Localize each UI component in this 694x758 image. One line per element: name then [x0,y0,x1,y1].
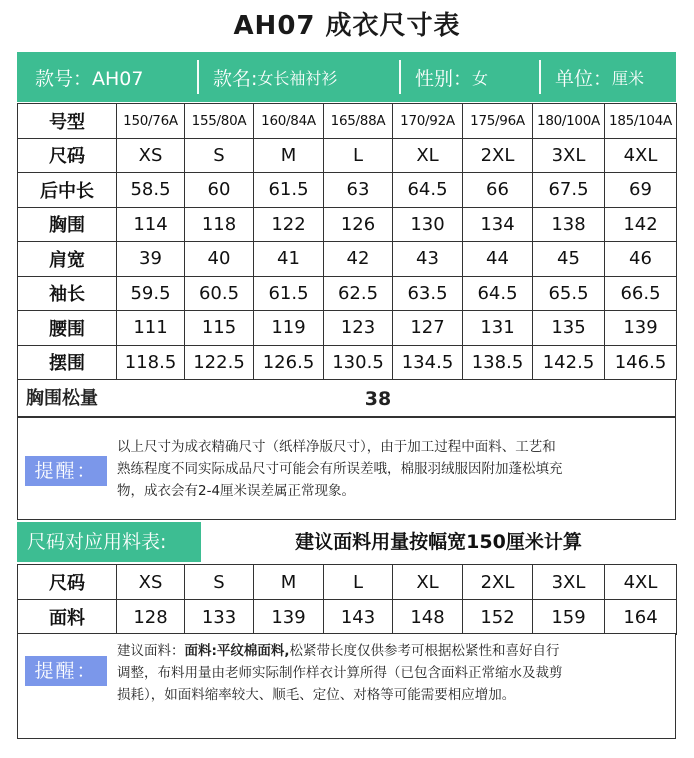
table-cell: 139 [605,311,677,346]
table-cell: 126 [324,207,393,242]
unit-label: 单位： [555,67,613,90]
table-cell: 61.5 [254,276,324,311]
table-cell: 66.5 [605,276,677,311]
table-cell: L [324,138,393,173]
table-cell: S [185,138,254,173]
table-cell: M [254,138,324,173]
row-header: 胸围 [18,207,117,242]
table-cell: 159 [533,600,605,635]
fabric-suggest-prefix: 建议面料： [117,643,185,659]
table-cell: 146.5 [605,345,677,380]
table-row [18,565,677,600]
unit [541,52,676,102]
reminder-text [117,436,563,502]
table-cell: 3XL [533,565,605,600]
row-header: 尺码 [18,565,117,600]
reminder-badge: 提醒： [25,456,107,486]
table-cell: 42 [324,242,393,277]
table-cell: 115 [185,311,254,346]
fabric-width-note: 建议面料用量按幅宽150厘米计算 [295,531,582,553]
style-name-label: 款名: [213,67,258,90]
header-divider [539,60,541,94]
header-bar [17,52,676,102]
table-row [18,138,677,173]
table-cell: 44 [463,242,533,277]
reminder-text [117,640,563,706]
table-cell: 114 [117,207,185,242]
table-row [18,104,677,139]
table-cell: 66 [463,173,533,208]
table-cell: 130.5 [324,345,393,380]
table-cell: 148 [393,600,463,635]
table-cell: 138.5 [463,345,533,380]
table-cell: M [254,565,324,600]
style-name [199,52,399,102]
table-row [18,276,677,311]
table-cell: XS [117,565,185,600]
table-cell: 138 [533,207,605,242]
style-number: 款号：AH07 [35,67,144,90]
table-cell: 123 [324,311,393,346]
row-header: 面料 [18,600,117,635]
table-row [18,242,677,277]
gender-value: 女 [472,68,489,88]
reminder-line: 以上尺寸为成衣精确尺寸（纸样净版尺寸），由于加工过程中面料、工艺和 [117,439,556,455]
table-cell: 63 [324,173,393,208]
reminder-line: 调整，布料用量由老师实际制作样衣计算所得（已包含面料正常缩水及裁剪 [117,665,563,681]
fabric-table [17,564,677,635]
table-cell: 130 [393,207,463,242]
row-header: 尺码 [18,138,117,173]
table-cell: 170/92A [393,104,463,139]
table-cell: 127 [393,311,463,346]
chest-ease-value: 38 [364,388,392,410]
table-cell: 131 [463,311,533,346]
table-row [18,207,677,242]
table-cell: S [185,565,254,600]
table-cell: 41 [254,242,324,277]
fabric-suggest-bold: 面料:平纹棉面料, [184,643,290,659]
fabric-section-title: 尺码对应用料表: [17,522,201,562]
table-cell: 119 [254,311,324,346]
table-cell: 150/76A [117,104,185,139]
table-cell: 45 [533,242,605,277]
table-cell: L [324,565,393,600]
table-cell: 164 [605,600,677,635]
table-row [18,345,677,380]
table-cell: 142.5 [533,345,605,380]
reminder-badge: 提醒： [25,656,107,686]
header-divider [399,60,401,94]
table-cell: 64.5 [463,276,533,311]
table-cell: 185/104A [605,104,677,139]
table-cell: 4XL [605,138,677,173]
table-cell: 59.5 [117,276,185,311]
gender-label: 性别： [415,67,473,90]
table-cell: 62.5 [324,276,393,311]
table-cell: 155/80A [185,104,254,139]
size-table [17,103,677,380]
table-cell: 133 [185,600,254,635]
table-cell: 118 [185,207,254,242]
reminder-line: 物，成衣会有2-4厘米误差属正常现象。 [117,483,356,499]
table-cell: 118.5 [117,345,185,380]
table-cell: 2XL [463,565,533,600]
style-name-value: 女长袖衬衫 [257,68,338,88]
table-cell: 122.5 [185,345,254,380]
table-cell: 39 [117,242,185,277]
row-header: 摆围 [18,345,117,380]
table-row [18,311,677,346]
table-cell: 165/88A [324,104,393,139]
gender [401,52,539,102]
chest-ease-row [17,379,676,417]
table-cell: 60.5 [185,276,254,311]
chest-ease-label: 胸围松量 [26,388,98,409]
row-header: 肩宽 [18,242,117,277]
row-header: 腰围 [18,311,117,346]
table-cell: 46 [605,242,677,277]
table-cell: 4XL [605,565,677,600]
table-cell: 122 [254,207,324,242]
reminder-line [117,640,563,662]
page-title: AH07 成衣尺寸表 [233,11,461,41]
table-cell: XL [393,138,463,173]
table-cell: 43 [393,242,463,277]
reminder-box-1 [17,417,676,520]
table-cell: XS [117,138,185,173]
table-row [18,173,677,208]
reminder-line: 熟练程度不同实际成品尺寸可能会有所误差哦，棉服羽绒服因附加蓬松填充 [117,461,563,477]
unit-value: 厘米 [612,68,645,88]
table-cell: 3XL [533,138,605,173]
table-cell: 67.5 [533,173,605,208]
table-row [18,600,677,635]
table-cell: 134 [463,207,533,242]
table-cell: 139 [254,600,324,635]
table-cell: 69 [605,173,677,208]
table-cell: 40 [185,242,254,277]
reminder-line: 损耗），如面料缩率较大、顺毛、定位、对格等可能需要相应增加。 [117,687,516,703]
table-cell: 134.5 [393,345,463,380]
reminder-box-2 [17,633,676,739]
table-cell: 180/100A [533,104,605,139]
table-cell: 58.5 [117,173,185,208]
table-cell: 152 [463,600,533,635]
table-cell: 2XL [463,138,533,173]
table-cell: 65.5 [533,276,605,311]
table-cell: 61.5 [254,173,324,208]
row-header: 号型 [18,104,117,139]
row-header: 后中长 [18,173,117,208]
table-cell: 142 [605,207,677,242]
table-cell: 64.5 [393,173,463,208]
table-cell: XL [393,565,463,600]
table-cell: 143 [324,600,393,635]
header-divider [197,60,199,94]
table-cell: 175/96A [463,104,533,139]
table-cell: 126.5 [254,345,324,380]
table-cell: 128 [117,600,185,635]
table-cell: 63.5 [393,276,463,311]
fabric-suggest-rest: 松紧带长度仅供参考可根据松紧性和喜好自行 [289,643,560,659]
table-cell: 60 [185,173,254,208]
table-cell: 135 [533,311,605,346]
table-cell: 160/84A [254,104,324,139]
row-header: 袖长 [18,276,117,311]
table-cell: 111 [117,311,185,346]
